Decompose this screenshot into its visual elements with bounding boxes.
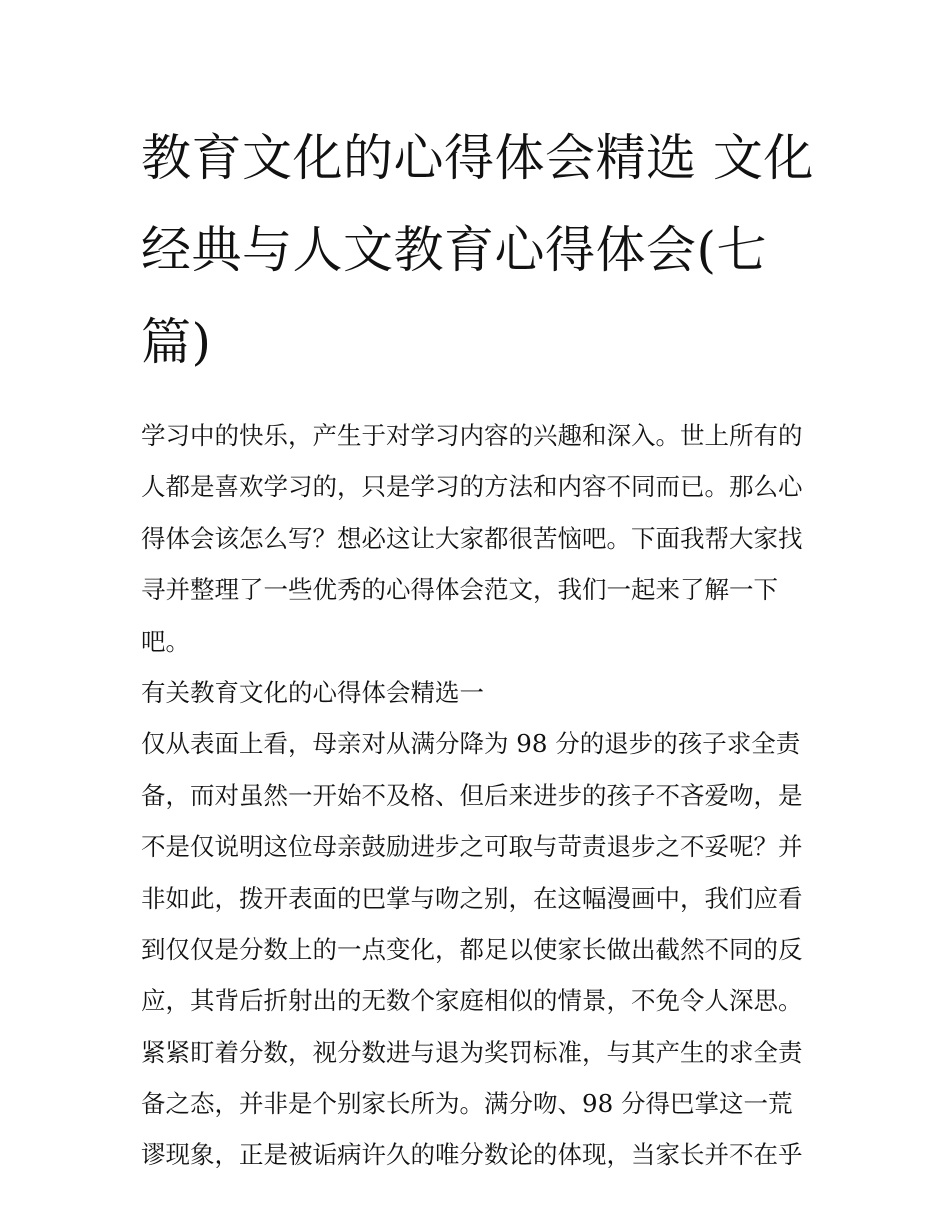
intro-line: 寻并整理了一些优秀的心得体会范文，我们一起来了解一下 bbox=[141, 575, 778, 605]
paragraph-line: 非如此，拨开表面的巴掌与吻之别，在这幅漫画中，我们应看 bbox=[141, 883, 803, 913]
paragraph-line: 到仅仅是分数上的一点变化，都足以使家长做出截然不同的反 bbox=[141, 934, 803, 964]
intro-line: 人都是喜欢学习的，只是学习的方法和内容不同而已。那么心 bbox=[141, 472, 803, 502]
document-body bbox=[141, 410, 813, 1181]
document-title bbox=[141, 112, 813, 388]
intro-line: 得体会该怎么写？想必这让大家都很苦恼吧。下面我帮大家找 bbox=[141, 523, 803, 553]
paragraph-line: 谬现象，正是被诟病许久的唯分数论的体现，当家长并不在乎 bbox=[141, 1140, 803, 1170]
title-line: 经典与人文教育心得体会(七 bbox=[141, 221, 768, 279]
paragraph-line: 备，而对虽然一开始不及格、但后来进步的孩子不吝爱吻，是 bbox=[141, 780, 803, 810]
paragraph-line: 不是仅说明这位母亲鼓励进步之可取与苛责退步之不妥呢？并 bbox=[141, 832, 803, 862]
paragraph-line: 备之态，并非是个别家长所为。满分吻、98 分得巴掌这一荒 bbox=[141, 1089, 793, 1119]
section-heading: 有关教育文化的心得体会精选一 bbox=[141, 677, 484, 707]
title-line: 篇) bbox=[141, 313, 212, 371]
title-line: 教育文化的心得体会精选 文化 bbox=[141, 129, 814, 187]
paragraph-line: 应，其背后折射出的无数个家庭相似的情景，不免令人深思。 bbox=[141, 986, 803, 1016]
paragraph-line: 仅从表面上看，母亲对从满分降为 98 分的退步的孩子求全责 bbox=[141, 729, 801, 759]
intro-line: 吧。 bbox=[141, 626, 190, 656]
paragraph-line: 紧紧盯着分数，视分数进与退为奖罚标准，与其产生的求全责 bbox=[141, 1037, 803, 1067]
document-page bbox=[141, 112, 813, 1181]
intro-line: 学习中的快乐，产生于对学习内容的兴趣和深入。世上所有的 bbox=[141, 421, 803, 450]
